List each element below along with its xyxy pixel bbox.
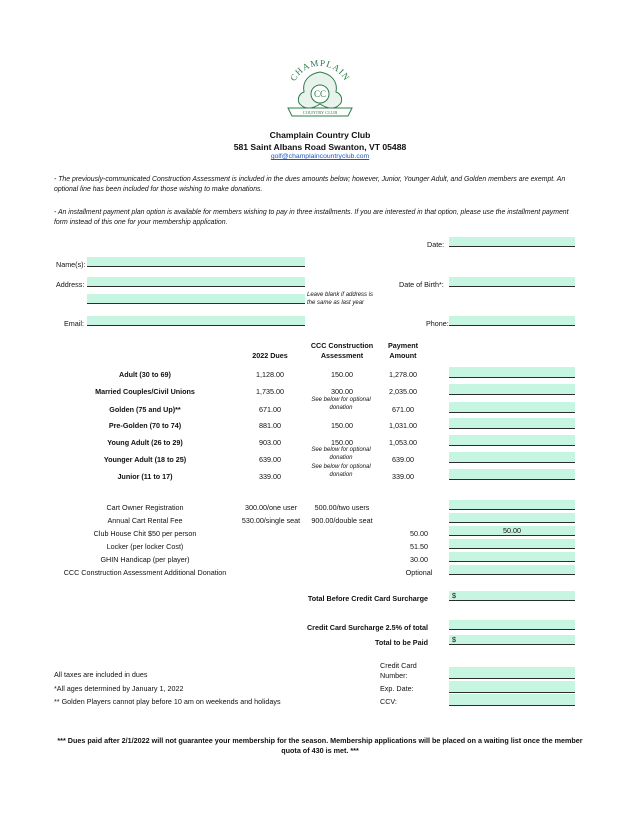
dues-row-payment: 2,035.00 [389,387,417,396]
cart-rental-single: 530.00/single seat [241,516,301,525]
dues-row-payment: 1,278.00 [389,370,417,379]
cart-owner-field[interactable] [449,500,575,510]
dues-row-ccc: 150.00 [331,438,353,447]
club-address: 581 Saint Albans Road Swanton, VT 05488 [233,142,407,152]
surcharge-label: Credit Card Surcharge 2.5% of total [306,623,428,632]
dues-row-field[interactable] [449,402,575,413]
dues-row-ccc-note: See below for optional donation [311,447,371,461]
svg-text:CHAMPLAIN: CHAMPLAIN [287,58,353,83]
ccv-label: CCV: [380,697,397,706]
dues-warning: *** Dues paid after 2/1/2022 will not guarantee your membership for the season. Membership applications will be placed on a waiting list once the member quota of 430 is met. *** [57,736,583,755]
cart-owner-single: 300.00/one user [245,503,297,512]
phone-field[interactable] [449,316,575,326]
ghin-amount: 30.00 [410,555,428,564]
cart-owner-label: Cart Owner Registration [106,503,184,512]
cc-number-field[interactable] [449,667,575,679]
dues-row-category: Junior (11 to 17) [117,472,173,481]
ghin-field[interactable] [449,552,575,562]
header-2022-dues: 2022 Dues [252,351,288,360]
names-label: Name(s): [56,260,86,269]
dues-row-2022-dues: 903.00 [259,438,281,447]
dues-row-ccc-note: See below for optional donation [311,397,371,411]
chit-field[interactable] [449,526,575,536]
club-email-link[interactable]: golf@champlaincountryclub.com [270,153,370,160]
cart-rental-label: Annual Cart Rental Fee [107,516,183,525]
dues-row-field[interactable] [449,469,575,480]
dues-row-payment: 339.00 [392,472,414,481]
dues-row-category: Younger Adult (18 to 25) [103,455,187,464]
total-before-field[interactable] [449,591,575,601]
locker-label: Locker (per locker Cost) [106,542,184,551]
dues-row-category: Young Adult (26 to 29) [107,438,183,447]
address-field-2[interactable] [87,294,305,304]
locker-field[interactable] [449,539,575,549]
dues-row-2022-dues: 339.00 [259,472,281,481]
chit-label: Club House Chit $50 per person [93,529,197,538]
ccc-donation-label: CCC Construction Assessment Additional Donation [63,568,227,577]
leave-blank-note: Leave blank if address is the same as last year [307,292,374,306]
dues-row-2022-dues: 671.00 [259,405,281,414]
dues-row-field[interactable] [449,435,575,446]
exp-date-field[interactable] [449,681,575,693]
address-field-1[interactable] [87,277,305,287]
email-label: Email: [64,319,84,328]
ccv-field[interactable] [449,694,575,706]
dues-row-ccc-note: See below for optional donation [311,464,371,478]
chit-field-value: 50.00 [503,526,521,535]
dues-row-field[interactable] [449,452,575,463]
dues-row-payment: 1,031.00 [389,421,417,430]
surcharge-field[interactable] [449,620,575,630]
dues-row-field[interactable] [449,367,575,378]
dues-row-payment: 639.00 [392,455,414,464]
cart-rental-field[interactable] [449,513,575,523]
dues-row-ccc: 150.00 [331,370,353,379]
cart-owner-double: 500.00/two users [314,503,370,512]
ccc-donation-field[interactable] [449,565,575,575]
club-name: Champlain Country Club [269,130,371,140]
dob-field[interactable] [449,277,575,287]
header-ccc-assessment: CCC Construction Assessment [310,341,374,360]
ccc-donation-optional: Optional [405,568,433,577]
dues-row-2022-dues: 1,128.00 [256,370,284,379]
note-installment: - An installment payment plan option is available for members wishing to pay in three installments. If you are interested in that option, please use the installment payment form instead of this one for your membership application. [54,209,569,226]
total-before-currency: $ [452,591,456,600]
exp-date-label: Exp. Date: [380,684,414,693]
total-to-pay-currency: $ [452,635,456,644]
dues-row-category: Adult (30 to 69) [119,370,171,379]
total-to-pay-label: Total to be Paid [375,638,428,647]
dues-row-category: Golden (75 and Up)** [109,405,181,414]
date-label: Date: [427,240,445,249]
dues-row-payment: 1,053.00 [389,438,417,447]
taxes-note: All taxes are included in dues [54,670,148,679]
dues-row-category: Married Couples/Civil Unions [95,387,195,396]
address-label: Address: [56,280,85,289]
dues-row-2022-dues: 1,735.00 [256,387,284,396]
total-before-label: Total Before Credit Card Surcharge [307,594,428,603]
names-field[interactable] [87,257,305,267]
cc-number-label: Credit Card Number: [380,661,417,680]
golden-note: ** Golden Players cannot play before 10 am on weekends and holidays [54,697,281,706]
svg-text:COUNTRY CLUB: COUNTRY CLUB [302,110,338,115]
note-assessment: - The previously-communicated Construction Assessment is included in the dues amounts below; however, Junior, Younger Adult, and Golden members are exempt. An optional line has been included for those wishing to make donations. [54,176,566,193]
total-to-pay-field[interactable] [449,635,575,645]
dues-row-ccc: 150.00 [331,421,353,430]
dues-row-2022-dues: 639.00 [259,455,281,464]
svg-text:CC: CC [313,89,327,99]
dob-label: Date of Birth*: [399,280,444,289]
club-logo [282,58,358,124]
ghin-label: GHIN Handicap (per player) [100,555,190,564]
ages-note: *All ages determined by January 1, 2022 [54,684,184,693]
header-payment-amount: Payment Amount [388,341,418,360]
email-field[interactable] [87,316,305,326]
dues-row-2022-dues: 881.00 [259,421,281,430]
phone-label: Phone: [426,319,449,328]
dues-row-field[interactable] [449,384,575,395]
chit-amount: 50.00 [410,529,428,538]
dues-row-field[interactable] [449,418,575,429]
dues-row-ccc: 300.00 [331,387,353,396]
cart-rental-double: 900.00/double seat [311,516,373,525]
dues-row-category: Pre-Golden (70 to 74) [108,421,182,430]
dues-row-payment: 671.00 [392,405,414,414]
date-field[interactable] [449,237,575,247]
locker-amount: 51.50 [410,542,428,551]
